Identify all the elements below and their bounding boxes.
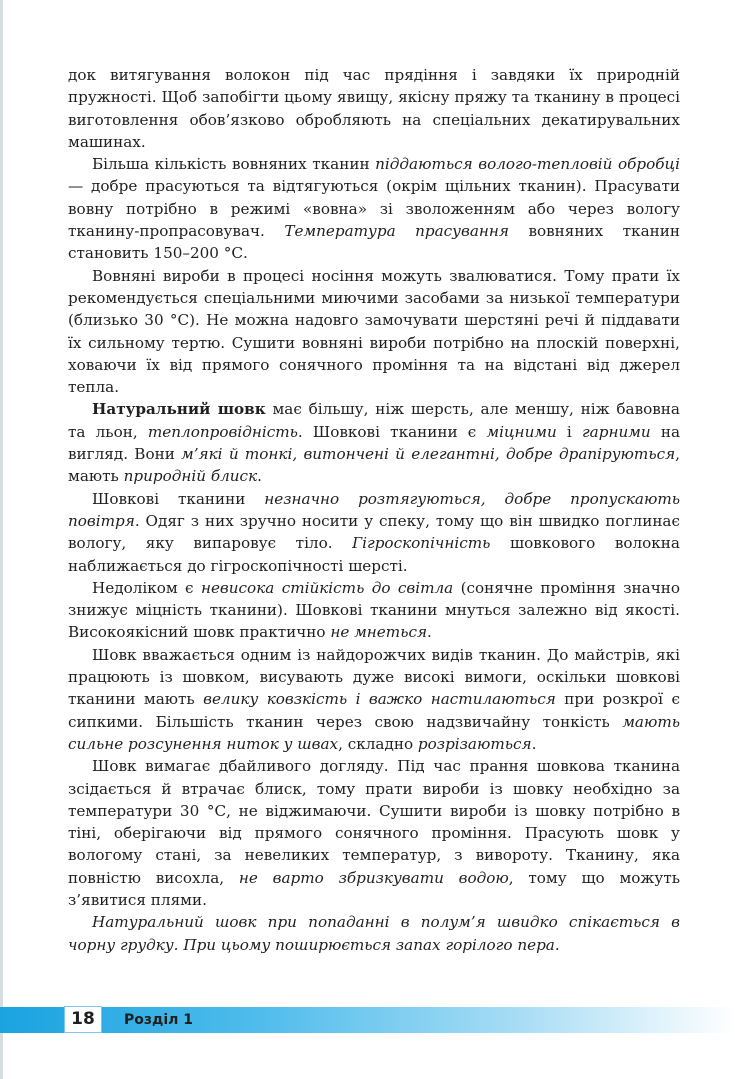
footer-bar: [0, 1007, 735, 1033]
paragraph: Натуральний шовк має більшу, ніж шерсть, але меншу, ніж бавовна та льон, теплопровідність. Шовкові тканини є міцними і гарними на вигляд. Вони м’які й тонкі, витончені й елегантні, добре драпіруються, мають природній блиск.: [68, 400, 681, 486]
paragraph: Шовк вважається одним із найдорожчих видів тканин. До майстрів, які працюють із шовком, висувають дуже високі вимоги, оскільки шовкові тканини мають велику ковзкість і важко настилаються при розкрої є сипкими. Більшість тканин через свою надзвичайну тонкість мають сильне розсунення ниток у швах, складно розрізаються.: [68, 645, 680, 753]
paragraph: Вовняні вироби в процесі носіння можуть звалюватися. Тому прати їх рекомендується спеціальними миючими засобами за низької температури (близько 30 °С). Не можна надовго замочувати шерстяні речі й піддавати їх сильному тертю. Сушити вовняні вироби потрібно на плоскій поверхні, ховаючи їх від прямого сонячного проміння та на відстані від джерел тепла.: [68, 266, 680, 397]
paragraph: Шовкові тканини незначно розтягуються, добре пропускають повітря. Одяг з них зручно носити у спеку, тому що він швидко поглинає вологу, яку випаровує тіло. Гігроскопічність шовкового волокна наближається до гігроскопічності шерсті.: [68, 489, 680, 575]
paragraph: Більша кількість вовняних тканин піддаються волого-тепловій обробці — добре прасуються та відтягуються (окрім щільних тканин). Прасувати вовну потрібно в режимі «вовна» зі зволоженням або через вологу тканину-пропрасовувач. Температура прасування вовняних тканин становить 150–200 °С.: [68, 155, 681, 263]
page-edge: [0, 0, 3, 1079]
paragraph: Недоліком є невисока стійкість до світла (сонячне проміння значно знижує міцність тканини). Шовкові тканини мнуться залежно від якості. Високоякісний шовк практично не мнеться.: [68, 578, 681, 642]
paragraph: Натуральний шовк при попаданні в полум’я швидко спікається в чорну грудку. При цьому поширюється запах горілого пера.: [68, 913, 680, 954]
body-text: [68, 64, 680, 956]
section-label: Розділ 1: [124, 1012, 193, 1028]
paragraph: док витягування волокон під час прядіння і завдяки їх природній пружності. Щоб запобігти цьому явищу, якісну пряжу та тканину в процесі виготовлення обов’язково обробляють на спеціальних декатирувальних машинах.: [68, 66, 680, 151]
page-number: 18: [64, 1006, 102, 1033]
paragraph: Шовк вимагає дбайливого догляду. Під час прання шовкова тканина зсідається й втрачає блиск, тому прати вироби із шовку необхідно за температури 30 °С, не віджимаючи. Сушити вироби із шовку потрібно в тіні, оберігаючи від прямого сонячного проміння. Прасують шовк у вологому стані, за невеликих температур, з вивороту. Тканину, яка повністю висохла, не варто збризкувати водою, тому що можуть з’явитися плями.: [68, 757, 681, 909]
